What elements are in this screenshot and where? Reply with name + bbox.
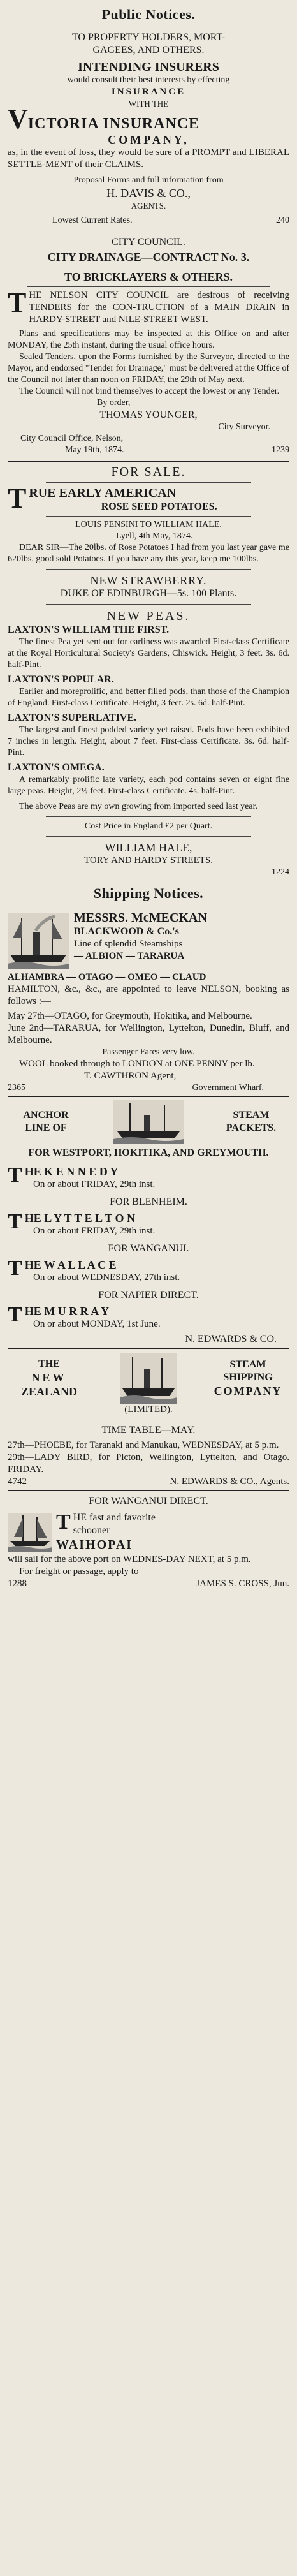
notice-for-sale	[8, 464, 289, 878]
kennedy-name: HE K E N N E D Y	[24, 1165, 119, 1178]
wd-footer	[8, 1578, 289, 1590]
nz-phoebe: 27th—PHOEBE, for Taranaki and Manukau, WEDNESDAY, at 5 p.m.	[8, 1440, 279, 1450]
mckeckan-agent: T. CAWTHRON Agent,	[84, 1071, 177, 1081]
wd-sail: will sail for the above port on WEDNES-DAY NEXT, at 5 p.m.	[8, 1554, 251, 1564]
murray-when: On or about MONDAY, 1st June.	[33, 1319, 161, 1329]
mckeckan-sub1: BLACKWOOD & Co.'s	[74, 926, 179, 937]
insurance-agent-name: H. DAVIS & CO.,	[106, 187, 191, 200]
insurance-title: INTENDING INSURERS	[78, 60, 219, 74]
sale-address: TORY AND HARDY STREETS.	[84, 855, 213, 865]
steamship-illustration	[8, 913, 69, 969]
sale-duke: DUKE OF EDINBURGH—5s. 100 Plants.	[60, 588, 237, 599]
insurance-footer	[8, 215, 289, 226]
anchor-wanganui: FOR WANGANUI.	[108, 1243, 189, 1254]
wd-ref: 1288	[8, 1579, 27, 1589]
anchor-right1: STEAM	[233, 1110, 270, 1121]
notice-wanganui-direct	[8, 1495, 289, 1590]
council-ref: 1239	[272, 445, 289, 455]
insurance-ref: 240	[276, 216, 289, 225]
council-body1-text: HE NELSON CITY COUNCIL are desirous of receiving TENDERS for the CON-TRUCTION of a MAIN DRAIN in HARDY-STREET and NILE-STREET WEST.	[29, 290, 289, 325]
insurance-rates: Lowest Current Rates.	[52, 216, 133, 225]
nz-steamer-illustration	[120, 1353, 177, 1404]
wd-heading: FOR WANGANUI DIRECT.	[89, 1496, 208, 1506]
nz-footer	[8, 1476, 289, 1488]
divider	[8, 1348, 289, 1349]
insurance-agent-role: AGENTS.	[131, 201, 166, 210]
company-name-rest: ICTORIA INSURANCE	[27, 115, 200, 132]
wd-agent: JAMES S. CROSS, Jun.	[196, 1579, 289, 1589]
mckeckan-sub2: Line of splendid Steamships	[74, 939, 183, 949]
council-contract: CITY DRAINAGE—CONTRACT No. 3.	[47, 251, 250, 263]
sale-cost: Cost Price in England £2 per Quart.	[84, 821, 213, 831]
wallace-when: On or about WEDNESDAY, 27th inst.	[33, 1272, 180, 1283]
sale-ref: 1224	[272, 867, 289, 877]
divider	[8, 1490, 289, 1491]
notice-mcmeckan	[8, 910, 289, 1094]
sale-heading: FOR SALE.	[111, 465, 186, 479]
mckeckan-fares: Passenger Fares very low.	[102, 1047, 195, 1057]
notice-victoria-insurance	[8, 59, 289, 226]
company-drop-cap: V	[8, 103, 28, 135]
sale-omega: LAXTON'S OMEGA.	[8, 762, 105, 773]
sale-place-date: Lyell, 4th May, 1874.	[116, 531, 193, 541]
nz-lady-bird: 29th—LADY BIRD, for Picton, Wellington, Lyttelton, and Otago. FRIDAY.	[8, 1452, 289, 1475]
divider	[46, 836, 251, 837]
notice-city-council	[8, 236, 289, 456]
nz-new: NEW	[31, 1371, 67, 1384]
sale-peas: NEW PEAS.	[106, 609, 191, 623]
mckeckan-june: June 2nd—TARARUA, for Wellington, Lyttelton, Dunedin, Bluff, and Melbourne.	[8, 1023, 289, 1045]
lyttelton-name: HE L Y T T E L T O N	[24, 1212, 135, 1225]
sale-title1: RUE EARLY AMERICAN	[29, 486, 177, 500]
sale-strawberry: NEW STRAWBERRY.	[90, 574, 207, 587]
council-body2: Plans and specifications may be inspected at this Office on and after MONDAY, the 25th instant, during the usual office hours.	[8, 329, 289, 350]
nz-agents: N. EDWARDS & CO., Agents.	[170, 1476, 289, 1487]
nz-zealand: ZEALAND	[20, 1385, 77, 1398]
wd-line1: HE fast and favorite	[73, 1512, 156, 1523]
mckeckan-ships1: — ALBION — TARARUA	[74, 951, 185, 961]
council-signatory: THOMAS YOUNGER,	[99, 409, 198, 420]
nz-limited: (LIMITED).	[124, 1404, 173, 1415]
divider	[46, 604, 251, 605]
council-footer	[8, 445, 289, 456]
council-signatory-title: City Surveyor.	[218, 422, 270, 432]
mckeckan-may: May 27th—OTAGO, for Greymouth, Hokitika, and Melbourne.	[8, 1011, 252, 1021]
wd-body: T HE fast and favorite schooner WAIHOPAI	[8, 1512, 289, 1554]
sale-title2: ROSE SEED POTATOES.	[101, 501, 217, 512]
sale-omega-body: A remarkably prolific late variety, each pod contains seven or eight fine large peas. Height, 2½ feet. First-class Certificate. 4s. half-Pint.	[8, 775, 289, 796]
anchor-left1: ANCHOR	[23, 1110, 69, 1121]
lyttelton-when: On or about FRIDAY, 29th inst.	[33, 1226, 156, 1236]
nz-timetable: TIME TABLE—MAY.	[101, 1425, 196, 1436]
anchor-agents: N. EDWARDS & CO.	[185, 1334, 277, 1344]
mckeckan-ships2: ALHAMBRA — OTAGO — OMEO — CLAUD	[8, 972, 206, 982]
wd-name: WAIHOPAI	[56, 1538, 133, 1552]
anchor-wallace: T HE W A L L A C E On or about WEDNESDAY, 27th inst.	[8, 1258, 289, 1284]
insurance-with-the: WITH THE	[128, 99, 169, 108]
company-line2: COMPANY,	[108, 133, 189, 146]
divider	[46, 569, 251, 570]
divider	[8, 461, 289, 462]
nz-company: COMPANY	[214, 1385, 282, 1397]
sale-superlative: LAXTON'S SUPERLATIVE.	[8, 712, 137, 723]
sale-superlative-body: The largest and finest podded variety yet raised. Pods have been exhibited 7 inches in length. Height, about 7 feet. First-class Certificate. 3s. 6d. half-Pint.	[8, 725, 289, 758]
anchor-steamer-illustration	[113, 1100, 184, 1144]
notice-nz-steam-shipping	[8, 1353, 289, 1488]
mckeckan-footer	[8, 1082, 289, 1094]
section-heading-public-notices: Public Notices.	[101, 6, 196, 22]
nz-right	[206, 1358, 289, 1398]
council-date: May 19th, 1874.	[65, 445, 124, 455]
mckeckan-wool: WOOL booked through to LONDON at ONE PENNY per lb.	[19, 1059, 255, 1069]
mckeckan-ref: 2365	[8, 1083, 25, 1093]
sale-first-body: The finest Pea yet sent out for earliness was awarded First-class Certificate at the Royal Horticultural Society's Gardens, Chiswick. Height, 3 feet. 3s. 6d. half-Pint.	[8, 637, 289, 670]
anchor-dest: FOR WESTPORT, HOKITIKA, AND GREYMOUTH.	[28, 1147, 269, 1158]
nz-header	[8, 1353, 289, 1404]
mckeckan-title-text: MESSRS. McMECKAN	[74, 911, 207, 925]
anchor-blenheim: FOR BLENHEIM.	[110, 1196, 187, 1207]
insurance-word: INSURANCE	[111, 87, 186, 97]
anchor-right	[213, 1109, 289, 1135]
council-body1	[8, 287, 289, 326]
divider	[46, 516, 251, 517]
anchor-kennedy: T HE K E N N E D Y On or about FRIDAY, 29th inst.	[8, 1165, 289, 1191]
sale-title-block	[8, 485, 289, 513]
anchor-napier: FOR NAPIER DIRECT.	[98, 1290, 199, 1300]
council-body4: The Council will not bind themselves to accept the lowest or any Tender.	[19, 386, 280, 396]
council-office: City Council Office, Nelson,	[20, 434, 124, 443]
anchor-lyttelton: T HE L Y T T E L T O N On or about FRIDAY, 29th inst.	[8, 1211, 289, 1237]
nz-shipping: SHIPPING	[223, 1372, 273, 1383]
nz-the: THE	[38, 1358, 60, 1369]
murray-name: HE M U R R A Y	[24, 1305, 110, 1318]
anchor-right2: PACKETS.	[226, 1122, 277, 1133]
divider	[27, 286, 270, 287]
prop-holders-line2: GAGEES, AND OTHERS.	[92, 45, 205, 55]
anchor-header	[8, 1100, 289, 1144]
divider	[46, 482, 251, 483]
nz-steam: STEAM	[229, 1359, 266, 1370]
council-heading: CITY COUNCIL.	[112, 237, 185, 247]
sale-popular: LAXTON'S POPULAR.	[8, 674, 114, 685]
sale-popular-body: Earlier and moreprolific, and better filled pods, than those of the Champion of England. First-class Certificate. Height, 3 feet. 2s. 6d. half-Pint.	[8, 687, 289, 708]
nz-left	[8, 1358, 91, 1399]
anchor-left	[8, 1109, 84, 1135]
council-drop-cap: T	[8, 287, 27, 318]
notice-property-holders	[8, 31, 289, 57]
kennedy-when: On or about FRIDAY, 29th inst.	[33, 1179, 156, 1189]
wallace-name: HE W A L L A C E	[24, 1258, 117, 1271]
divider	[46, 816, 251, 817]
prop-holders-line1: TO PROPERTY HOLDERS, MORT-	[71, 32, 226, 43]
mckeckan-body: HAMILTON, &c., &c., are appointed to leave NELSON, booking as follows :—	[8, 984, 289, 1006]
insurance-intro: would consult their best interests by effecting	[67, 75, 230, 85]
sale-laxton-first: LAXTON'S WILLIAM THE FIRST.	[8, 624, 170, 635]
council-body3: Sealed Tenders, upon the Forms furnished by the Surveyor, directed to the Mayor, and endorsed "Tender for Drainage," must be delivered at the Office of the Council not later than noon on FRIDAY, the 29th of May next.	[8, 352, 289, 385]
anchor-left2: LINE OF	[25, 1122, 67, 1133]
notice-anchor-line	[8, 1100, 289, 1346]
anchor-murray: T HE M U R R A Y On or about MONDAY, 1st June.	[8, 1304, 289, 1330]
insurance-proposal: Proposal Forms and full information from	[73, 175, 224, 185]
council-to: TO BRICKLAYERS & OTHERS.	[64, 270, 233, 283]
council-by-order: By order,	[97, 398, 131, 408]
sale-letter: DEAR SIR—The 20lbs. of Rose Potatoes I had from you last year gave me 620lbs. good sold Potatoes. If you have any this year, keep me 100lbs.	[8, 543, 289, 564]
sale-note: The above Peas are my own growing from imported seed last year.	[19, 802, 258, 811]
mckeckan-wharf: Government Wharf.	[192, 1083, 264, 1093]
sale-drop-cap: T	[8, 483, 27, 514]
insurance-body: as, in the event of loss, they would be sure of a PROMPT and LIBERAL SETTLE-MENT of their CLAIMS.	[8, 147, 289, 170]
section-heading-shipping-notices: Shipping Notices.	[93, 885, 204, 901]
wd-freight: For freight or passage, apply to	[19, 1566, 139, 1577]
nz-ref: 4742	[8, 1476, 27, 1487]
wd-line2: schooner	[73, 1525, 110, 1536]
sale-seller: WILLIAM HALE,	[105, 841, 192, 854]
sale-from: LOUIS PENSINI TO WILLIAM HALE.	[75, 520, 222, 529]
divider	[8, 1096, 289, 1097]
schooner-illustration	[8, 1513, 52, 1552]
